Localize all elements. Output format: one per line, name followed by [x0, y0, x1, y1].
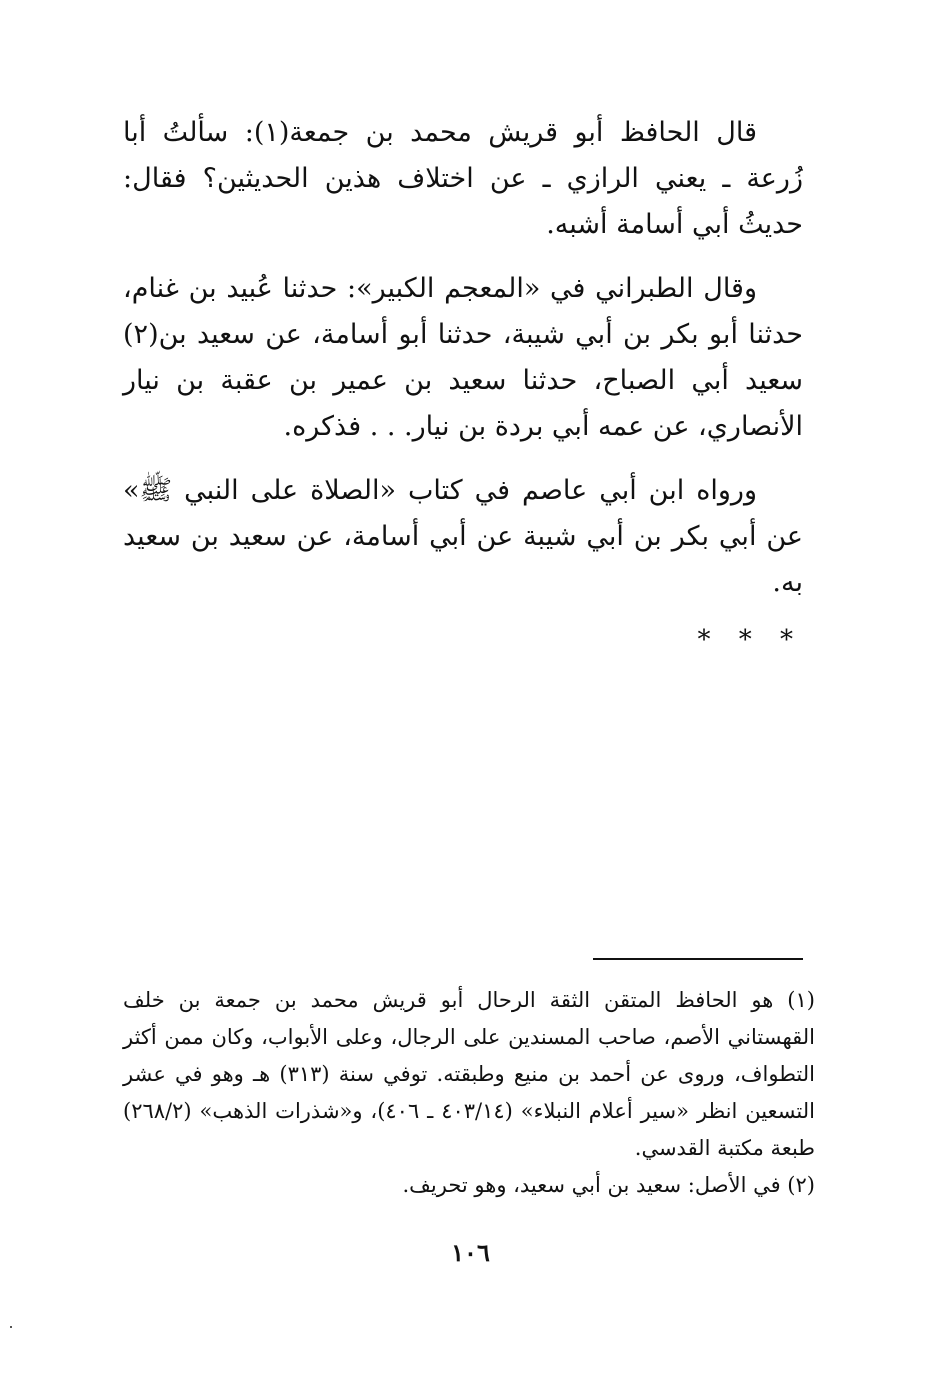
footnote-1: (١) هو الحافظ المتقن الثقة الرحال أبو قريش محمد بن جمعة بن خلف القهستاني الأصم، صاحب المسندين على الرجال، وعلى الأبواب، وكان ممن أكثر التطواف، وروى عن أحمد بن منيع وطبقته. توفي سنة (٣١٣) هـ وهو في عشر التسعين انظر «سير أعلام النبلاء» (٤٠٣/١٤ ـ ٤٠٦)، و«شذرات الذهب» (٢٦٨/٢) طبعة مكتبة القدسي. — [123, 988, 815, 1160]
paragraph-tabarani: وقال الطبراني في «المعجم الكبير»: حدثنا عُبيد بن غنام، حدثنا أبو بكر بن أبي شيبة، حدثنا أبو أسامة، عن سعيد بن(٢) سعيد أبي الصباح، حدثنا سعيد بن عمير بن عقبة بن نيار الأنصاري، عن عمه أبي بردة بن نيار. . . فذكره. — [123, 273, 803, 442]
footnotes-block — [123, 982, 815, 1204]
paragraph-abu-zurah: قال الحافظ أبو قريش محمد بن جمعة(١): سألتُ أبا زُرعة ـ يعني الرازي ـ عن اختلاف هذين الحديثين؟ فقال: حديثُ أبي أسامة أشبه. — [123, 117, 803, 240]
section-separator: * * * — [697, 625, 803, 655]
footnote-2: (٢) في الأصل: سعيد بن أبي سعيد، وهو تحريف. — [402, 1173, 815, 1197]
scan-speck — [10, 1326, 12, 1328]
page-number: ١٠٦ — [451, 1238, 490, 1267]
paragraph-ibn-abi-asim: ورواه ابن أبي عاصم في كتاب «الصلاة على النبي ﷺ» عن أبي بكر بن أبي شيبة عن أبي أسامة، عن سعيد بن سعيد به. — [123, 475, 803, 598]
main-text-block — [123, 110, 803, 660]
footnote-divider — [593, 958, 803, 960]
